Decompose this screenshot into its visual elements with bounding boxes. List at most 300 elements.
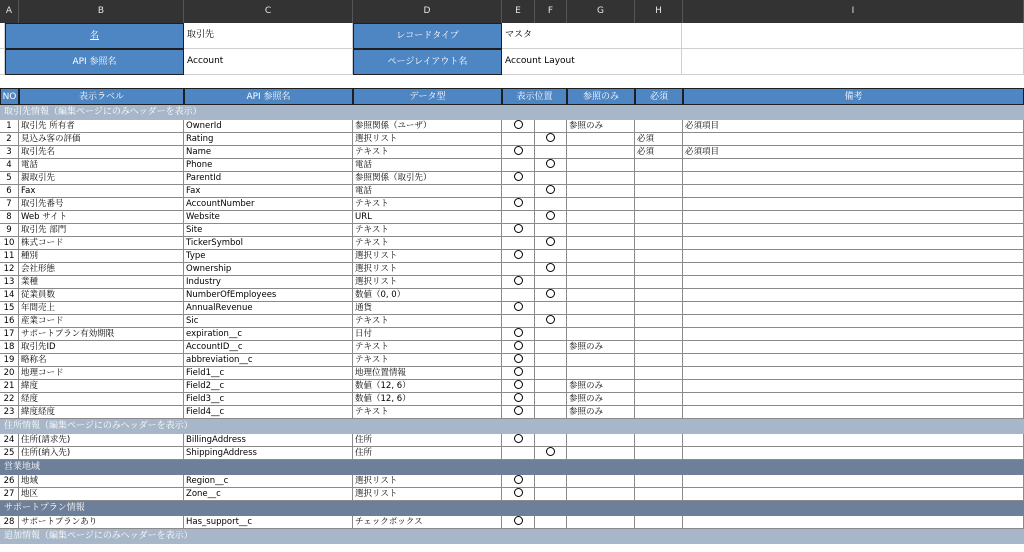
row-no[interactable]: 21 (0, 380, 19, 393)
row-position-right[interactable] (535, 289, 567, 302)
row-note[interactable]: 必須項目 (683, 120, 1024, 133)
row-note[interactable] (683, 263, 1024, 276)
row-read-only[interactable] (567, 263, 635, 276)
row-data-type[interactable]: 選択リスト (353, 276, 502, 289)
row-read-only[interactable] (567, 354, 635, 367)
row-api-name[interactable]: OwnerId (184, 120, 353, 133)
row-data-type[interactable]: 住所 (353, 447, 502, 460)
row-read-only[interactable] (567, 302, 635, 315)
row-read-only[interactable] (567, 146, 635, 159)
row-no[interactable]: 3 (0, 146, 19, 159)
row-read-only[interactable] (567, 211, 635, 224)
row-note[interactable] (683, 276, 1024, 289)
row-position-left[interactable] (502, 289, 535, 302)
circle-mark (546, 159, 555, 168)
header-data-type[interactable]: データ型 (353, 88, 502, 105)
row-api-name[interactable]: Field4__c (184, 406, 353, 419)
row-position-right[interactable] (535, 185, 567, 198)
row-display-label[interactable]: サポートプランあり (19, 516, 184, 529)
object-name-label[interactable]: 名 (5, 23, 184, 49)
row-position-left[interactable] (502, 159, 535, 172)
row-required[interactable] (635, 120, 683, 133)
row-data-type[interactable]: 電話 (353, 159, 502, 172)
row-required[interactable] (635, 276, 683, 289)
api-name-label[interactable]: API 参照名 (5, 49, 184, 75)
row-data-type[interactable]: テキスト (353, 406, 502, 419)
row-note[interactable] (683, 237, 1024, 250)
row-no[interactable]: 24 (0, 434, 19, 447)
record-type-label[interactable]: レコードタイプ (353, 23, 502, 49)
header-notes[interactable]: 備考 (683, 88, 1024, 105)
row-no[interactable]: 19 (0, 354, 19, 367)
row-position-right[interactable] (535, 211, 567, 224)
row-no[interactable]: 9 (0, 224, 19, 237)
header-api-name[interactable]: API 参照名 (184, 88, 353, 105)
row-display-label[interactable]: 年間売上 (19, 302, 184, 315)
row-display-label[interactable]: 地区 (19, 488, 184, 501)
row-read-only[interactable] (567, 224, 635, 237)
header-read-only[interactable]: 参照のみ (567, 88, 635, 105)
row-note[interactable] (683, 159, 1024, 172)
row-position-left[interactable] (502, 276, 535, 289)
row-read-only[interactable] (567, 516, 635, 529)
row-position-left[interactable] (502, 302, 535, 315)
table-row (0, 354, 1024, 367)
row-note[interactable] (683, 185, 1024, 198)
row-no[interactable]: 15 (0, 302, 19, 315)
row-position-right[interactable] (535, 380, 567, 393)
row-read-only[interactable] (567, 475, 635, 488)
row-display-label[interactable]: 親取引先 (19, 172, 184, 185)
row-no[interactable]: 6 (0, 185, 19, 198)
row-position-left[interactable] (502, 237, 535, 250)
row-no[interactable]: 11 (0, 250, 19, 263)
row-no[interactable]: 16 (0, 315, 19, 328)
row-read-only[interactable]: 参照のみ (567, 406, 635, 419)
header-display-position[interactable]: 表示位置 (502, 88, 567, 105)
row-data-type[interactable]: 選択リスト (353, 475, 502, 488)
row-read-only[interactable] (567, 434, 635, 447)
row-required[interactable] (635, 302, 683, 315)
row-data-type[interactable]: 通貨 (353, 302, 502, 315)
row-data-type[interactable]: テキスト (353, 237, 502, 250)
table-row (0, 237, 1024, 250)
row-position-right[interactable] (535, 367, 567, 380)
row-display-label[interactable]: 地域 (19, 475, 184, 488)
row-note[interactable] (683, 406, 1024, 419)
row-position-right[interactable] (535, 120, 567, 133)
row-position-right[interactable] (535, 224, 567, 237)
row-read-only[interactable] (567, 159, 635, 172)
row-no[interactable]: 12 (0, 263, 19, 276)
row-position-left[interactable] (502, 315, 535, 328)
row-no[interactable]: 28 (0, 516, 19, 529)
row-required[interactable] (635, 367, 683, 380)
row-position-right[interactable] (535, 341, 567, 354)
row-display-label[interactable]: サポートプラン有効期限 (19, 328, 184, 341)
row-api-name[interactable]: Industry (184, 276, 353, 289)
row-note[interactable] (683, 133, 1024, 146)
section-header[interactable]: サポートプラン情報 (0, 501, 1024, 516)
row-position-right[interactable] (535, 475, 567, 488)
row-read-only[interactable] (567, 185, 635, 198)
row-no[interactable]: 22 (0, 393, 19, 406)
row-data-type[interactable]: 数値（12, 6） (353, 393, 502, 406)
row-no[interactable]: 4 (0, 159, 19, 172)
row-position-right[interactable] (535, 354, 567, 367)
row-position-right[interactable] (535, 159, 567, 172)
header-display-label[interactable]: 表示ラベル (19, 88, 184, 105)
row-position-right[interactable] (535, 328, 567, 341)
row-display-label[interactable]: 株式コード (19, 237, 184, 250)
row-api-name[interactable]: ShippingAddress (184, 447, 353, 460)
row-api-name[interactable]: Field2__c (184, 380, 353, 393)
row-required[interactable] (635, 354, 683, 367)
row-api-name[interactable]: Field3__c (184, 393, 353, 406)
row-note[interactable] (683, 393, 1024, 406)
row-note[interactable] (683, 315, 1024, 328)
row-no[interactable]: 5 (0, 172, 19, 185)
row-position-right[interactable] (535, 393, 567, 406)
table-header-row (0, 88, 1024, 105)
row-no[interactable]: 23 (0, 406, 19, 419)
row-required[interactable] (635, 289, 683, 302)
row-api-name[interactable]: Sic (184, 315, 353, 328)
header-required[interactable]: 必須 (635, 88, 683, 105)
row-position-right[interactable] (535, 172, 567, 185)
row-no[interactable]: 27 (0, 488, 19, 501)
row-api-name[interactable]: AccountID__c (184, 341, 353, 354)
row-read-only[interactable] (567, 447, 635, 460)
header-no[interactable]: NO (0, 88, 19, 105)
row-data-type[interactable]: URL (353, 211, 502, 224)
row-required[interactable] (635, 516, 683, 529)
column-header-e[interactable]: E (502, 0, 535, 23)
api-name-value[interactable]: Account (184, 49, 353, 75)
row-api-name[interactable]: NumberOfEmployees (184, 289, 353, 302)
row-position-left[interactable] (502, 120, 535, 133)
table-row (0, 289, 1024, 302)
row-required[interactable] (635, 328, 683, 341)
row-display-label[interactable]: 地理コード (19, 367, 184, 380)
row-note[interactable] (683, 172, 1024, 185)
row-read-only[interactable]: 参照のみ (567, 341, 635, 354)
row-display-label[interactable]: 種別 (19, 250, 184, 263)
row-api-name[interactable]: Has_support__c (184, 516, 353, 529)
row-api-name[interactable]: TickerSymbol (184, 237, 353, 250)
row-note[interactable] (683, 302, 1024, 315)
row-position-left[interactable] (502, 250, 535, 263)
row-no[interactable]: 14 (0, 289, 19, 302)
row-no[interactable]: 26 (0, 475, 19, 488)
row-read-only[interactable] (567, 237, 635, 250)
row-api-name[interactable]: Zone__c (184, 488, 353, 501)
row-required[interactable] (635, 211, 683, 224)
row-display-label[interactable]: 略称名 (19, 354, 184, 367)
row-data-type[interactable]: 数値（0, 0） (353, 289, 502, 302)
row-api-name[interactable]: Rating (184, 133, 353, 146)
section-header[interactable]: 営業地域 (0, 460, 1024, 475)
row-read-only[interactable] (567, 289, 635, 302)
row-required[interactable]: 必須 (635, 133, 683, 146)
empty-cell[interactable] (682, 49, 1024, 75)
row-position-left[interactable] (502, 380, 535, 393)
row-required[interactable] (635, 237, 683, 250)
row-note[interactable] (683, 250, 1024, 263)
row-position-left[interactable] (502, 133, 535, 146)
row-display-label[interactable]: 取引先ID (19, 341, 184, 354)
row-note[interactable] (683, 488, 1024, 501)
row-note[interactable] (683, 224, 1024, 237)
row-read-only[interactable] (567, 367, 635, 380)
row-display-label[interactable]: 経度 (19, 393, 184, 406)
row-position-left[interactable] (502, 263, 535, 276)
row-position-right[interactable] (535, 516, 567, 529)
table-row (0, 146, 1024, 159)
row-data-type[interactable]: 住所 (353, 434, 502, 447)
row-required[interactable] (635, 315, 683, 328)
row-position-right[interactable] (535, 146, 567, 159)
row-position-left[interactable] (502, 328, 535, 341)
row-required[interactable] (635, 341, 683, 354)
section-header[interactable]: 住所情報（編集ページにのみヘッダーを表示） (0, 419, 1024, 434)
row-data-type[interactable]: 参照関係（ユーザ） (353, 120, 502, 133)
row-position-left[interactable] (502, 172, 535, 185)
row-display-label[interactable]: 電話 (19, 159, 184, 172)
row-no[interactable]: 7 (0, 198, 19, 211)
row-api-name[interactable]: BillingAddress (184, 434, 353, 447)
row-display-label[interactable]: 住所(納入先) (19, 447, 184, 460)
row-data-type[interactable]: テキスト (353, 198, 502, 211)
row-data-type[interactable]: 地理位置情報 (353, 367, 502, 380)
row-required[interactable] (635, 406, 683, 419)
row-position-left[interactable] (502, 367, 535, 380)
row-note[interactable] (683, 341, 1024, 354)
row-api-name[interactable]: expiration__c (184, 328, 353, 341)
row-read-only[interactable] (567, 315, 635, 328)
circle-mark (514, 276, 523, 285)
row-display-label[interactable]: Web サイト (19, 211, 184, 224)
row-position-left[interactable] (502, 475, 535, 488)
row-api-name[interactable]: Fax (184, 185, 353, 198)
circle-mark (514, 172, 523, 181)
row-required[interactable] (635, 224, 683, 237)
row-api-name[interactable]: ParentId (184, 172, 353, 185)
row-data-type[interactable]: 電話 (353, 185, 502, 198)
row-no[interactable]: 2 (0, 133, 19, 146)
row-position-right[interactable] (535, 488, 567, 501)
row-required[interactable] (635, 475, 683, 488)
record-type-value[interactable]: マスタ (502, 23, 682, 49)
row-data-type[interactable]: 選択リスト (353, 263, 502, 276)
row-note[interactable] (683, 380, 1024, 393)
row-data-type[interactable]: テキスト (353, 224, 502, 237)
column-header-a[interactable]: A (0, 0, 19, 23)
row-position-right[interactable] (535, 434, 567, 447)
row-api-name[interactable]: Region__c (184, 475, 353, 488)
row-required[interactable] (635, 447, 683, 460)
row-required[interactable]: 必須 (635, 146, 683, 159)
row-api-name[interactable]: Ownership (184, 263, 353, 276)
row-data-type[interactable]: 参照関係（取引先） (353, 172, 502, 185)
row-api-name[interactable]: Name (184, 146, 353, 159)
row-required[interactable] (635, 198, 683, 211)
row-read-only[interactable] (567, 328, 635, 341)
row-required[interactable] (635, 380, 683, 393)
column-header-c[interactable]: C (184, 0, 353, 23)
row-data-type[interactable]: 選択リスト (353, 488, 502, 501)
row-read-only[interactable]: 参照のみ (567, 393, 635, 406)
row-note[interactable] (683, 367, 1024, 380)
column-header-f[interactable]: F (535, 0, 567, 23)
row-position-left[interactable] (502, 393, 535, 406)
table-row (0, 447, 1024, 460)
row-note[interactable] (683, 447, 1024, 460)
row-position-left[interactable] (502, 211, 535, 224)
row-required[interactable] (635, 159, 683, 172)
row-api-name[interactable]: abbreviation__c (184, 354, 353, 367)
row-position-left[interactable] (502, 341, 535, 354)
column-header-g[interactable]: G (567, 0, 635, 23)
row-read-only[interactable] (567, 133, 635, 146)
row-no[interactable]: 10 (0, 237, 19, 250)
row-required[interactable] (635, 393, 683, 406)
row-position-right[interactable] (535, 276, 567, 289)
row-note[interactable]: 必須項目 (683, 146, 1024, 159)
row-note[interactable] (683, 289, 1024, 302)
row-read-only[interactable] (567, 488, 635, 501)
column-header-b[interactable]: B (19, 0, 184, 23)
section-header[interactable]: 取引先情報（編集ページにのみヘッダーを表示） (0, 105, 1024, 120)
row-note[interactable] (683, 475, 1024, 488)
row-read-only[interactable] (567, 198, 635, 211)
row-note[interactable] (683, 211, 1024, 224)
row-data-type[interactable]: テキスト (353, 341, 502, 354)
row-data-type[interactable]: 選択リスト (353, 250, 502, 263)
column-header-d[interactable]: D (353, 0, 502, 23)
row-display-label[interactable]: 緯度経度 (19, 406, 184, 419)
row-required[interactable] (635, 263, 683, 276)
row-no[interactable]: 8 (0, 211, 19, 224)
table-row (0, 172, 1024, 185)
row-read-only[interactable]: 参照のみ (567, 380, 635, 393)
row-note[interactable] (683, 198, 1024, 211)
row-position-left[interactable] (502, 447, 535, 460)
column-header-h[interactable]: H (635, 0, 683, 23)
table-row (0, 133, 1024, 146)
row-position-right[interactable] (535, 198, 567, 211)
object-name-value[interactable]: 取引先 (184, 23, 353, 49)
row-api-name[interactable]: Website (184, 211, 353, 224)
row-position-right[interactable] (535, 133, 567, 146)
row-required[interactable] (635, 172, 683, 185)
row-note[interactable] (683, 516, 1024, 529)
row-position-left[interactable] (502, 516, 535, 529)
row-api-name[interactable]: Site (184, 224, 353, 237)
row-data-type[interactable]: テキスト (353, 354, 502, 367)
row-api-name[interactable]: Phone (184, 159, 353, 172)
row-read-only[interactable]: 参照のみ (567, 120, 635, 133)
row-position-left[interactable] (502, 198, 535, 211)
row-api-name[interactable]: Field1__c (184, 367, 353, 380)
row-required[interactable] (635, 185, 683, 198)
row-position-left[interactable] (502, 146, 535, 159)
section-header[interactable]: 追加情報（編集ページにのみヘッダーを表示） (0, 529, 1024, 544)
circle-mark (514, 224, 523, 233)
table-row (0, 250, 1024, 263)
row-position-right[interactable] (535, 406, 567, 419)
row-position-left[interactable] (502, 406, 535, 419)
row-no[interactable]: 20 (0, 367, 19, 380)
row-position-left[interactable] (502, 224, 535, 237)
row-display-label[interactable]: 取引先名 (19, 146, 184, 159)
row-display-label[interactable]: 住所(請求先) (19, 434, 184, 447)
row-display-label[interactable]: 見込み客の評価 (19, 133, 184, 146)
row-read-only[interactable] (567, 172, 635, 185)
row-data-type[interactable]: 選択リスト (353, 133, 502, 146)
row-display-label[interactable]: 取引先番号 (19, 198, 184, 211)
row-no[interactable]: 13 (0, 276, 19, 289)
row-position-right[interactable] (535, 250, 567, 263)
row-display-label[interactable]: 従業員数 (19, 289, 184, 302)
row-no[interactable]: 1 (0, 120, 19, 133)
row-display-label[interactable]: 取引先 部門 (19, 224, 184, 237)
row-api-name[interactable]: AccountNumber (184, 198, 353, 211)
row-position-left[interactable] (502, 434, 535, 447)
page-layout-label[interactable]: ページレイアウト名 (353, 49, 502, 75)
row-no[interactable]: 25 (0, 447, 19, 460)
row-api-name[interactable]: AnnualRevenue (184, 302, 353, 315)
row-no[interactable]: 17 (0, 328, 19, 341)
row-read-only[interactable] (567, 250, 635, 263)
row-note[interactable] (683, 328, 1024, 341)
row-display-label[interactable]: 会社形態 (19, 263, 184, 276)
page-layout-value[interactable]: Account Layout (502, 49, 682, 75)
column-header-i[interactable]: I (683, 0, 1024, 23)
row-required[interactable] (635, 250, 683, 263)
row-no[interactable]: 18 (0, 341, 19, 354)
row-api-name[interactable]: Type (184, 250, 353, 263)
row-data-type[interactable]: 日付 (353, 328, 502, 341)
row-position-left[interactable] (502, 185, 535, 198)
row-display-label[interactable]: 取引先 所有者 (19, 120, 184, 133)
row-required[interactable] (635, 434, 683, 447)
row-position-right[interactable] (535, 263, 567, 276)
row-position-left[interactable] (502, 354, 535, 367)
row-display-label[interactable]: 産業コード (19, 315, 184, 328)
table-row (0, 185, 1024, 198)
row-position-right[interactable] (535, 447, 567, 460)
row-data-type[interactable]: 数値（12, 6） (353, 380, 502, 393)
row-position-right[interactable] (535, 302, 567, 315)
row-display-label[interactable]: 業種 (19, 276, 184, 289)
row-display-label[interactable]: 緯度 (19, 380, 184, 393)
circle-mark (514, 475, 523, 484)
row-position-right[interactable] (535, 237, 567, 250)
row-position-left[interactable] (502, 488, 535, 501)
row-data-type[interactable]: テキスト (353, 146, 502, 159)
row-required[interactable] (635, 488, 683, 501)
empty-cell[interactable] (682, 23, 1024, 49)
row-position-right[interactable] (535, 315, 567, 328)
row-data-type[interactable]: チェックボックス (353, 516, 502, 529)
row-data-type[interactable]: テキスト (353, 315, 502, 328)
row-note[interactable] (683, 434, 1024, 447)
row-read-only[interactable] (567, 276, 635, 289)
row-note[interactable] (683, 354, 1024, 367)
row-display-label[interactable]: Fax (19, 185, 184, 198)
table-row (0, 302, 1024, 315)
